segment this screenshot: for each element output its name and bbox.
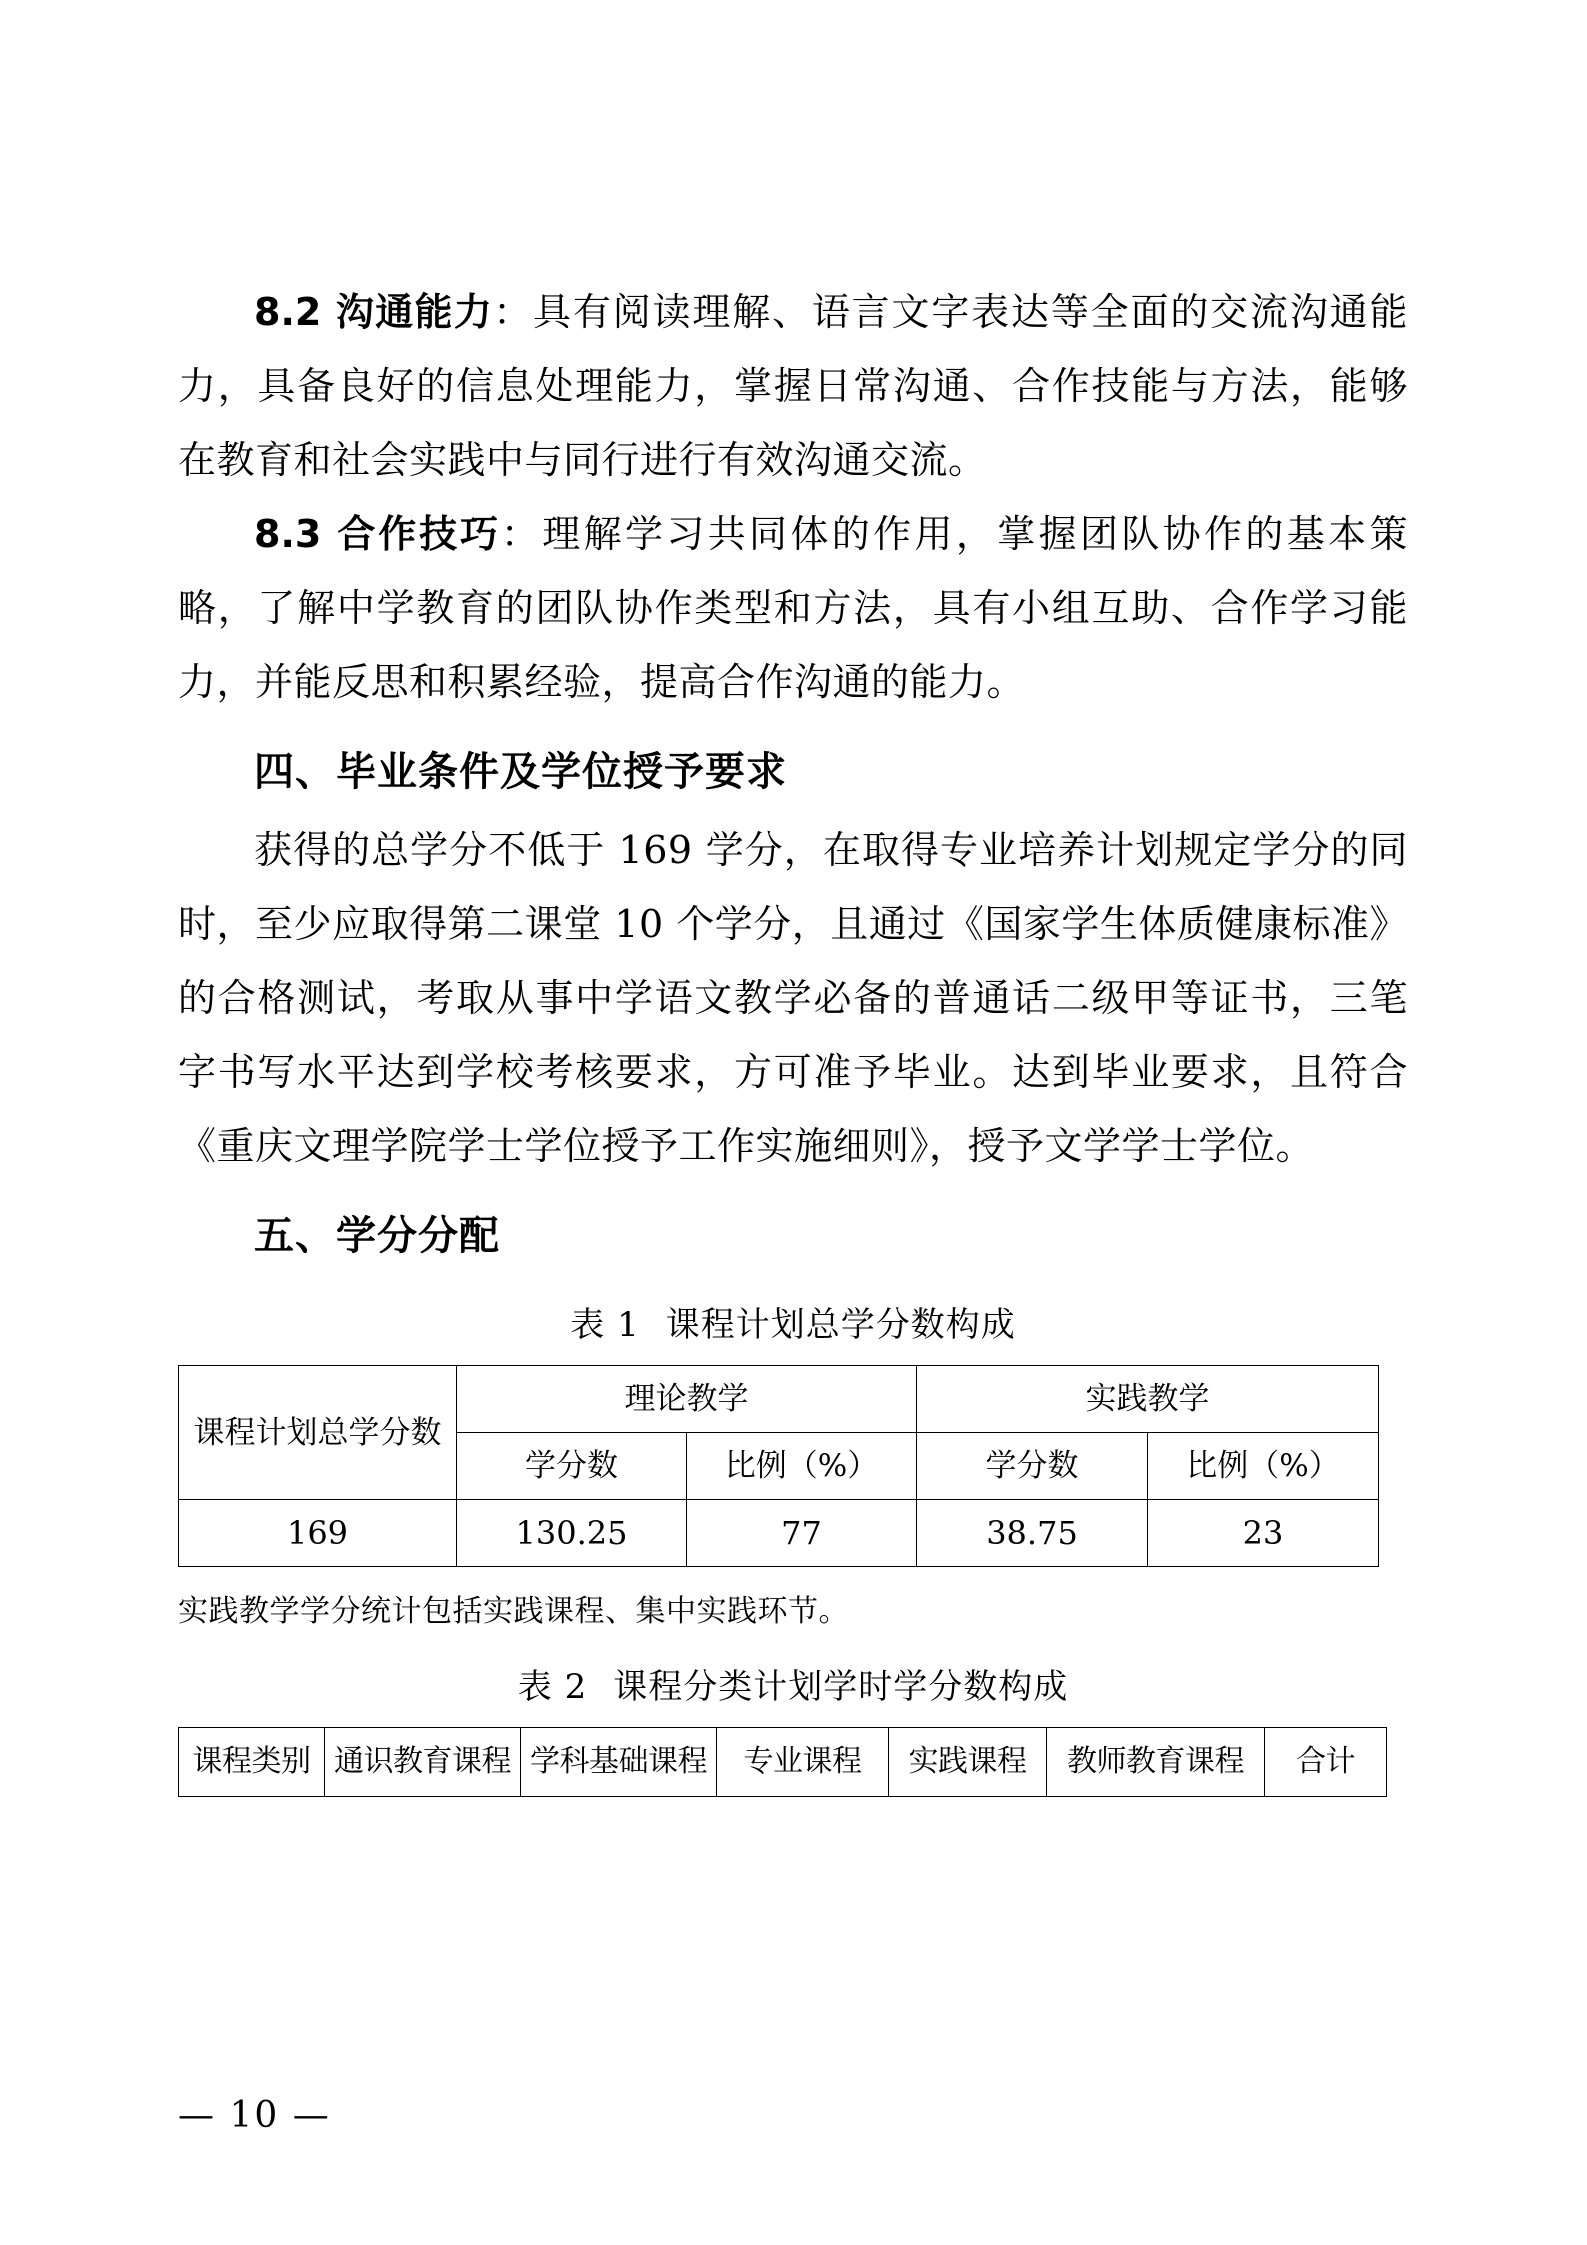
paragraph-8-3-lead: 8.3 合作技巧 (254, 512, 501, 556)
cell-subheader-3: 比例（%） (1148, 1433, 1379, 1500)
section-heading-4: 四、毕业条件及学位授予要求 (254, 749, 787, 795)
cell-total-credits-label: 课程计划总学分数 (179, 1366, 457, 1500)
table-row (179, 1728, 1387, 1797)
cell-practice-label: 实践教学 (917, 1366, 1379, 1433)
cell-value-0: 130.25 (457, 1500, 687, 1567)
table1-caption-title: 课程计划总学分数构成 (665, 1305, 1016, 1345)
cell-t2-header-1: 通识教育课程 (325, 1728, 521, 1797)
table-credit-composition (178, 1365, 1379, 1567)
table1-note: 实践教学学分统计包括实践课程、集中实践环节。 (178, 1594, 849, 1629)
section-heading-5: 五、学分分配 (254, 1213, 500, 1259)
table1-caption-label: 表 1 (570, 1305, 640, 1345)
cell-subheader-2: 学分数 (917, 1433, 1148, 1500)
page-number: — 10 — (178, 2095, 331, 2136)
table1-caption (178, 1295, 1408, 1355)
table2-caption (178, 1657, 1408, 1717)
paragraph-8-2 (178, 275, 1408, 497)
cell-t2-header-3: 专业课程 (717, 1728, 889, 1797)
table-course-categories (178, 1727, 1387, 1797)
paragraph-8-3-text: ：理解学习共同体的作用，掌握团队协作的基本策略，了解中学教育的团队协作类型和方法，具有小组互助、合作学习能力，并能反思和积累经验，提高合作沟通的能力。 (178, 512, 1408, 704)
cell-t2-header-5: 教师教育课程 (1047, 1728, 1265, 1797)
paragraph-graduation: 获得的总学分不低于 169 学分，在取得专业培养计划规定学分的同时，至少应取得第二课堂 10 个学分，且通过《国家学生体质健康标准》的合格测试，考取从事中学语文教学必备的普通话二级甲等证书，三笔字书写水平达到学校考核要求，方可准予毕业。达到毕业要求，且符合《重庆文理学院学士学位授予工作实施细则》，授予文学学士学位。 (178, 828, 1408, 1168)
table2-caption-title: 课程分类计划学时学分数构成 (613, 1667, 1069, 1707)
paragraph-8-2-text: ：具有阅读理解、语言文字表达等全面的交流沟通能力，具备良好的信息处理能力，掌握日常沟通、合作技能与方法，能够在教育和社会实践中与同行进行有效沟通交流。 (178, 290, 1408, 482)
cell-t2-header-4: 实践课程 (889, 1728, 1047, 1797)
cell-total-credits-value: 169 (179, 1500, 457, 1567)
cell-t2-header-0: 课程类别 (179, 1728, 325, 1797)
table-row (179, 1500, 1379, 1567)
cell-subheader-1: 比例（%） (687, 1433, 917, 1500)
cell-t2-header-6: 合计 (1265, 1728, 1387, 1797)
table2-caption-label: 表 2 (517, 1667, 588, 1707)
cell-value-2: 38.75 (917, 1500, 1148, 1567)
table-row (179, 1366, 1379, 1433)
paragraph-8-3 (178, 497, 1408, 719)
page-content (178, 275, 1408, 1797)
cell-value-1: 77 (687, 1500, 917, 1567)
paragraph-8-2-lead: 8.2 沟通能力 (254, 290, 494, 334)
cell-value-3: 23 (1148, 1500, 1379, 1567)
cell-subheader-0: 学分数 (457, 1433, 687, 1500)
cell-theory-label: 理论教学 (457, 1366, 917, 1433)
cell-t2-header-2: 学科基础课程 (521, 1728, 717, 1797)
